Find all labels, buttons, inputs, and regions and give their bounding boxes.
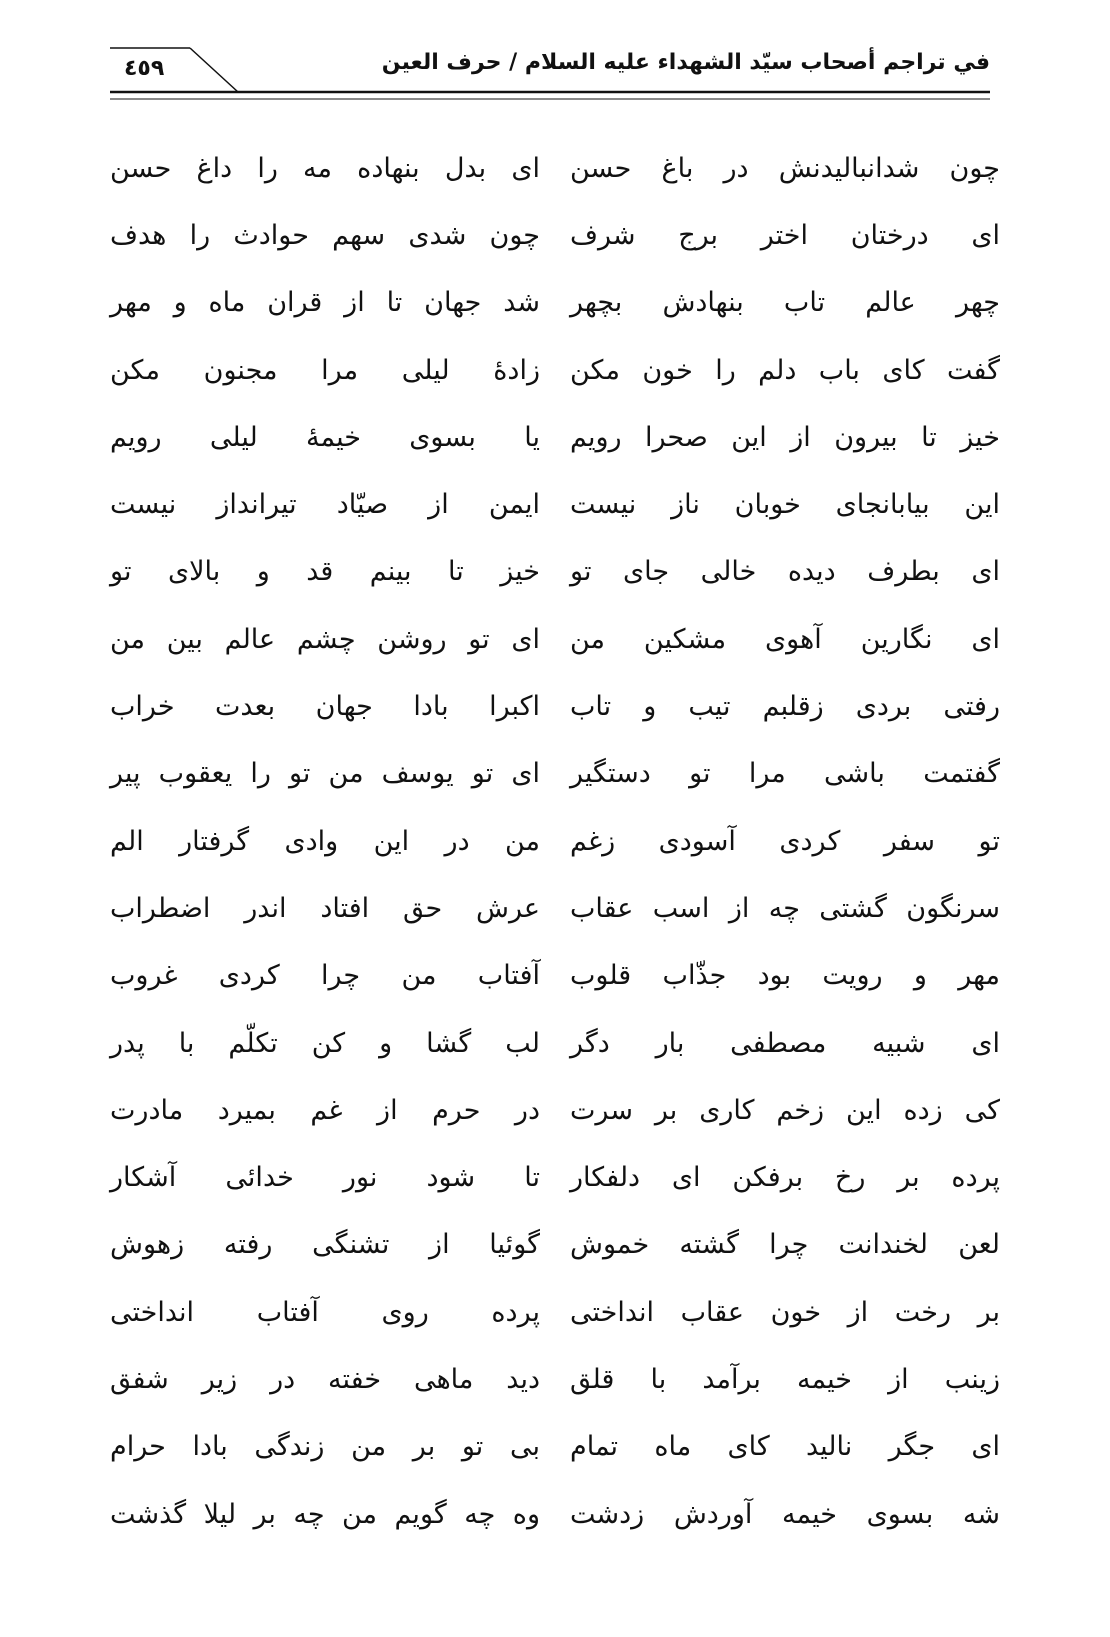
hemistich-first: زینب از خیمه برآمد با قلق — [570, 1363, 1000, 1395]
couplet — [110, 1144, 1000, 1211]
hemistich-second: خیز تا بینم قد و بالای تو — [110, 556, 540, 588]
hemistich-first: سرنگون گشتی چه از اسب عقاب — [570, 892, 1000, 924]
couplet — [110, 673, 1000, 740]
hemistich-first: ای نگارین آهوی مشکین من — [570, 623, 1000, 655]
hemistich-second: اکبرا بادا جهان بعدت خراب — [110, 691, 540, 723]
hemistich-first: ای بطرف دیده خالی جای تو — [570, 556, 1000, 588]
couplet — [110, 539, 1000, 606]
couplet — [110, 1346, 1000, 1413]
hemistich-second: در حرم از غم بمیرد مادرت — [110, 1094, 540, 1126]
hemistich-second: زادهٔ لیلی مرا مجنون مکن — [110, 354, 540, 386]
hemistich-second: من در این وادی گرفتار الم — [110, 825, 540, 857]
couplet — [110, 270, 1000, 337]
couplet — [110, 1414, 1000, 1481]
hemistich-second: آفتاب من چرا کردی غروب — [110, 960, 540, 992]
hemistich-first: پرده بر رخ برفکن ای دلفکار — [570, 1162, 1000, 1194]
page-number: ٤٥٩ — [124, 56, 165, 81]
hemistich-first: خیز تا بیرون از این صحرا رویم — [570, 421, 1000, 453]
hemistich-first: این بیابانجای خوبان ناز نیست — [570, 489, 1000, 521]
couplet — [110, 943, 1000, 1010]
poem — [110, 135, 1000, 1548]
hemistich-first: گفت کای باب دلم را خون مکن — [570, 354, 1000, 386]
couplet — [110, 471, 1000, 538]
hemistich-second: گوئیا از تشنگی رفته زهوش — [110, 1229, 540, 1261]
hemistich-second: یا بسوی خیمهٔ لیلی رویم — [110, 421, 540, 453]
couplet — [110, 404, 1000, 471]
hemistich-first: تو سفر کردی آسودی زغم — [570, 825, 1000, 857]
couplet — [110, 741, 1000, 808]
couplet — [110, 1077, 1000, 1144]
couplet — [110, 1212, 1000, 1279]
couplet — [110, 1279, 1000, 1346]
couplet — [110, 1010, 1000, 1077]
hemistich-first: کی زده این زخم کاری بر سرت — [570, 1094, 1000, 1126]
hemistich-first: رفتی بردی زقلبم تیب و تاب — [570, 691, 1000, 723]
running-header-title: في تراجم أصحاب سيّد الشهداء عليه السلام / حرف العين — [381, 50, 990, 75]
couplet — [110, 875, 1000, 942]
couplet — [110, 337, 1000, 404]
hemistich-second: ای تو یوسف من تو را یعقوب پیر — [110, 758, 540, 790]
hemistich-first: ای شبیه مصطفی بار دگر — [570, 1027, 1000, 1059]
hemistich-second: پرده روی آفتاب انداختی — [110, 1296, 540, 1328]
hemistich-first: ای درختان اختر برج شرف — [570, 219, 1000, 251]
hemistich-first: چون شدانبالیدنش در باغ حسن — [570, 152, 1000, 184]
hemistich-second: وه چه گویم من چه بر لیلا گذشت — [110, 1498, 540, 1530]
hemistich-first: ای جگر نالید کای ماه تمام — [570, 1431, 1000, 1463]
couplet — [110, 606, 1000, 673]
hemistich-second: چون شدی سهم حوادث را هدف — [110, 219, 540, 251]
hemistich-first: گفتمت باشی مرا تو دستگیر — [570, 758, 1000, 790]
couplet — [110, 808, 1000, 875]
hemistich-second: تا شود نور خدائی آشکار — [110, 1162, 540, 1194]
couplet — [110, 202, 1000, 269]
couplet — [110, 135, 1000, 202]
hemistich-second: دید ماهی خفته در زیر شفق — [110, 1363, 540, 1395]
hemistich-first: شه بسوی خیمه آوردش زدشت — [570, 1498, 1000, 1530]
hemistich-second: بی تو بر من زندگی بادا حرام — [110, 1431, 540, 1463]
hemistich-second: ایمن از صیّاد تیرانداز نیست — [110, 489, 540, 521]
hemistich-first: مهر و رویت بود جذّاب قلوب — [570, 960, 1000, 992]
couplet — [110, 1481, 1000, 1548]
hemistich-first: بر رخت از خون عقاب انداختی — [570, 1296, 1000, 1328]
hemistich-second: ای تو روشن چشم عالم بین من — [110, 623, 540, 655]
hemistich-second: شد جهان تا از قران ماه و مهر — [110, 287, 540, 319]
hemistich-first: چهر عالم تاب بنهادش بچهر — [570, 287, 1000, 319]
hemistich-first: لعن لخندانت چرا گشته خموش — [570, 1229, 1000, 1261]
hemistich-second: لب گشا و کن تکلّم با پدر — [110, 1027, 540, 1059]
hemistich-second: ای بدل بنهاده مه را داغ حسن — [110, 152, 540, 184]
page-header — [110, 44, 990, 104]
hemistich-second: عرش حق افتاد اندر اضطراب — [110, 892, 540, 924]
